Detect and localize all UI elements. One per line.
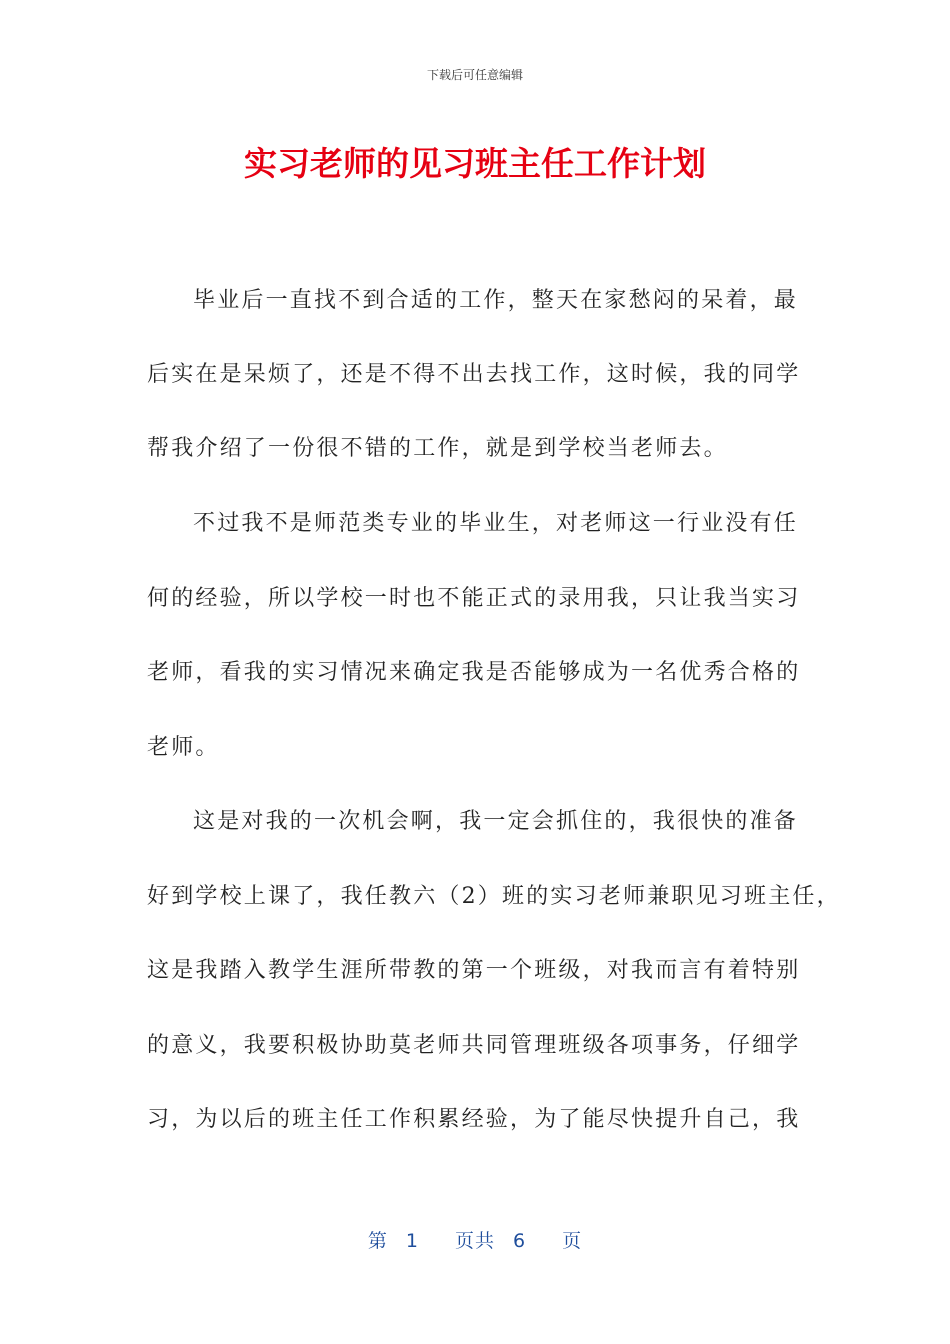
- paragraph-2-line-4: 老师。: [147, 735, 220, 760]
- paragraph-3-line-2: 好到学校上课了，我任教六（2）班的实习老师兼职见习班主任，: [147, 884, 841, 909]
- header-note: 下载后可任意编辑: [426, 68, 523, 82]
- paragraph-3-line-4: 的意义，我要积极协助莫老师共同管理班级各项事务，仔细学: [147, 1033, 801, 1058]
- paragraph-1-line-2: 后实在是呆烦了，还是不得不出去找工作，这时候，我的同学: [147, 362, 801, 387]
- paragraph-1-line-1: 毕业后一直找不到合适的工作，整天在家愁闷的呆着，最: [193, 288, 799, 313]
- document-title: 实习老师的见习班主任工作计划: [244, 144, 706, 183]
- footer-middle: 页共: [454, 1230, 495, 1252]
- footer-suffix: 页: [562, 1230, 583, 1252]
- page-footer: [0, 1226, 950, 1253]
- paragraph-2-line-1: 不过我不是师范类专业的毕业生，对老师这一行业没有任: [193, 511, 799, 536]
- footer-prefix: 第: [367, 1230, 388, 1252]
- paragraph-3-line-5: 习，为以后的班主任工作积累经验，为了能尽快提升自己，我: [147, 1107, 801, 1132]
- footer-total-pages: 6: [513, 1230, 527, 1252]
- paragraph-2-line-3: 老师，看我的实习情况来确定我是否能够成为一名优秀合格的: [147, 660, 801, 685]
- paragraph-1-line-3: 帮我介绍了一份很不错的工作，就是到学校当老师去。: [147, 436, 728, 461]
- paragraph-3-line-1: 这是对我的一次机会啊，我一定会抓住的，我很快的准备: [193, 809, 799, 834]
- paragraph-3-line-3: 这是我踏入教学生涯所带教的第一个班级，对我而言有着特别: [147, 958, 801, 983]
- paragraph-2-line-2: 何的经验，所以学校一时也不能正式的录用我，只让我当实习: [147, 586, 801, 611]
- footer-page-number: 1: [405, 1230, 419, 1252]
